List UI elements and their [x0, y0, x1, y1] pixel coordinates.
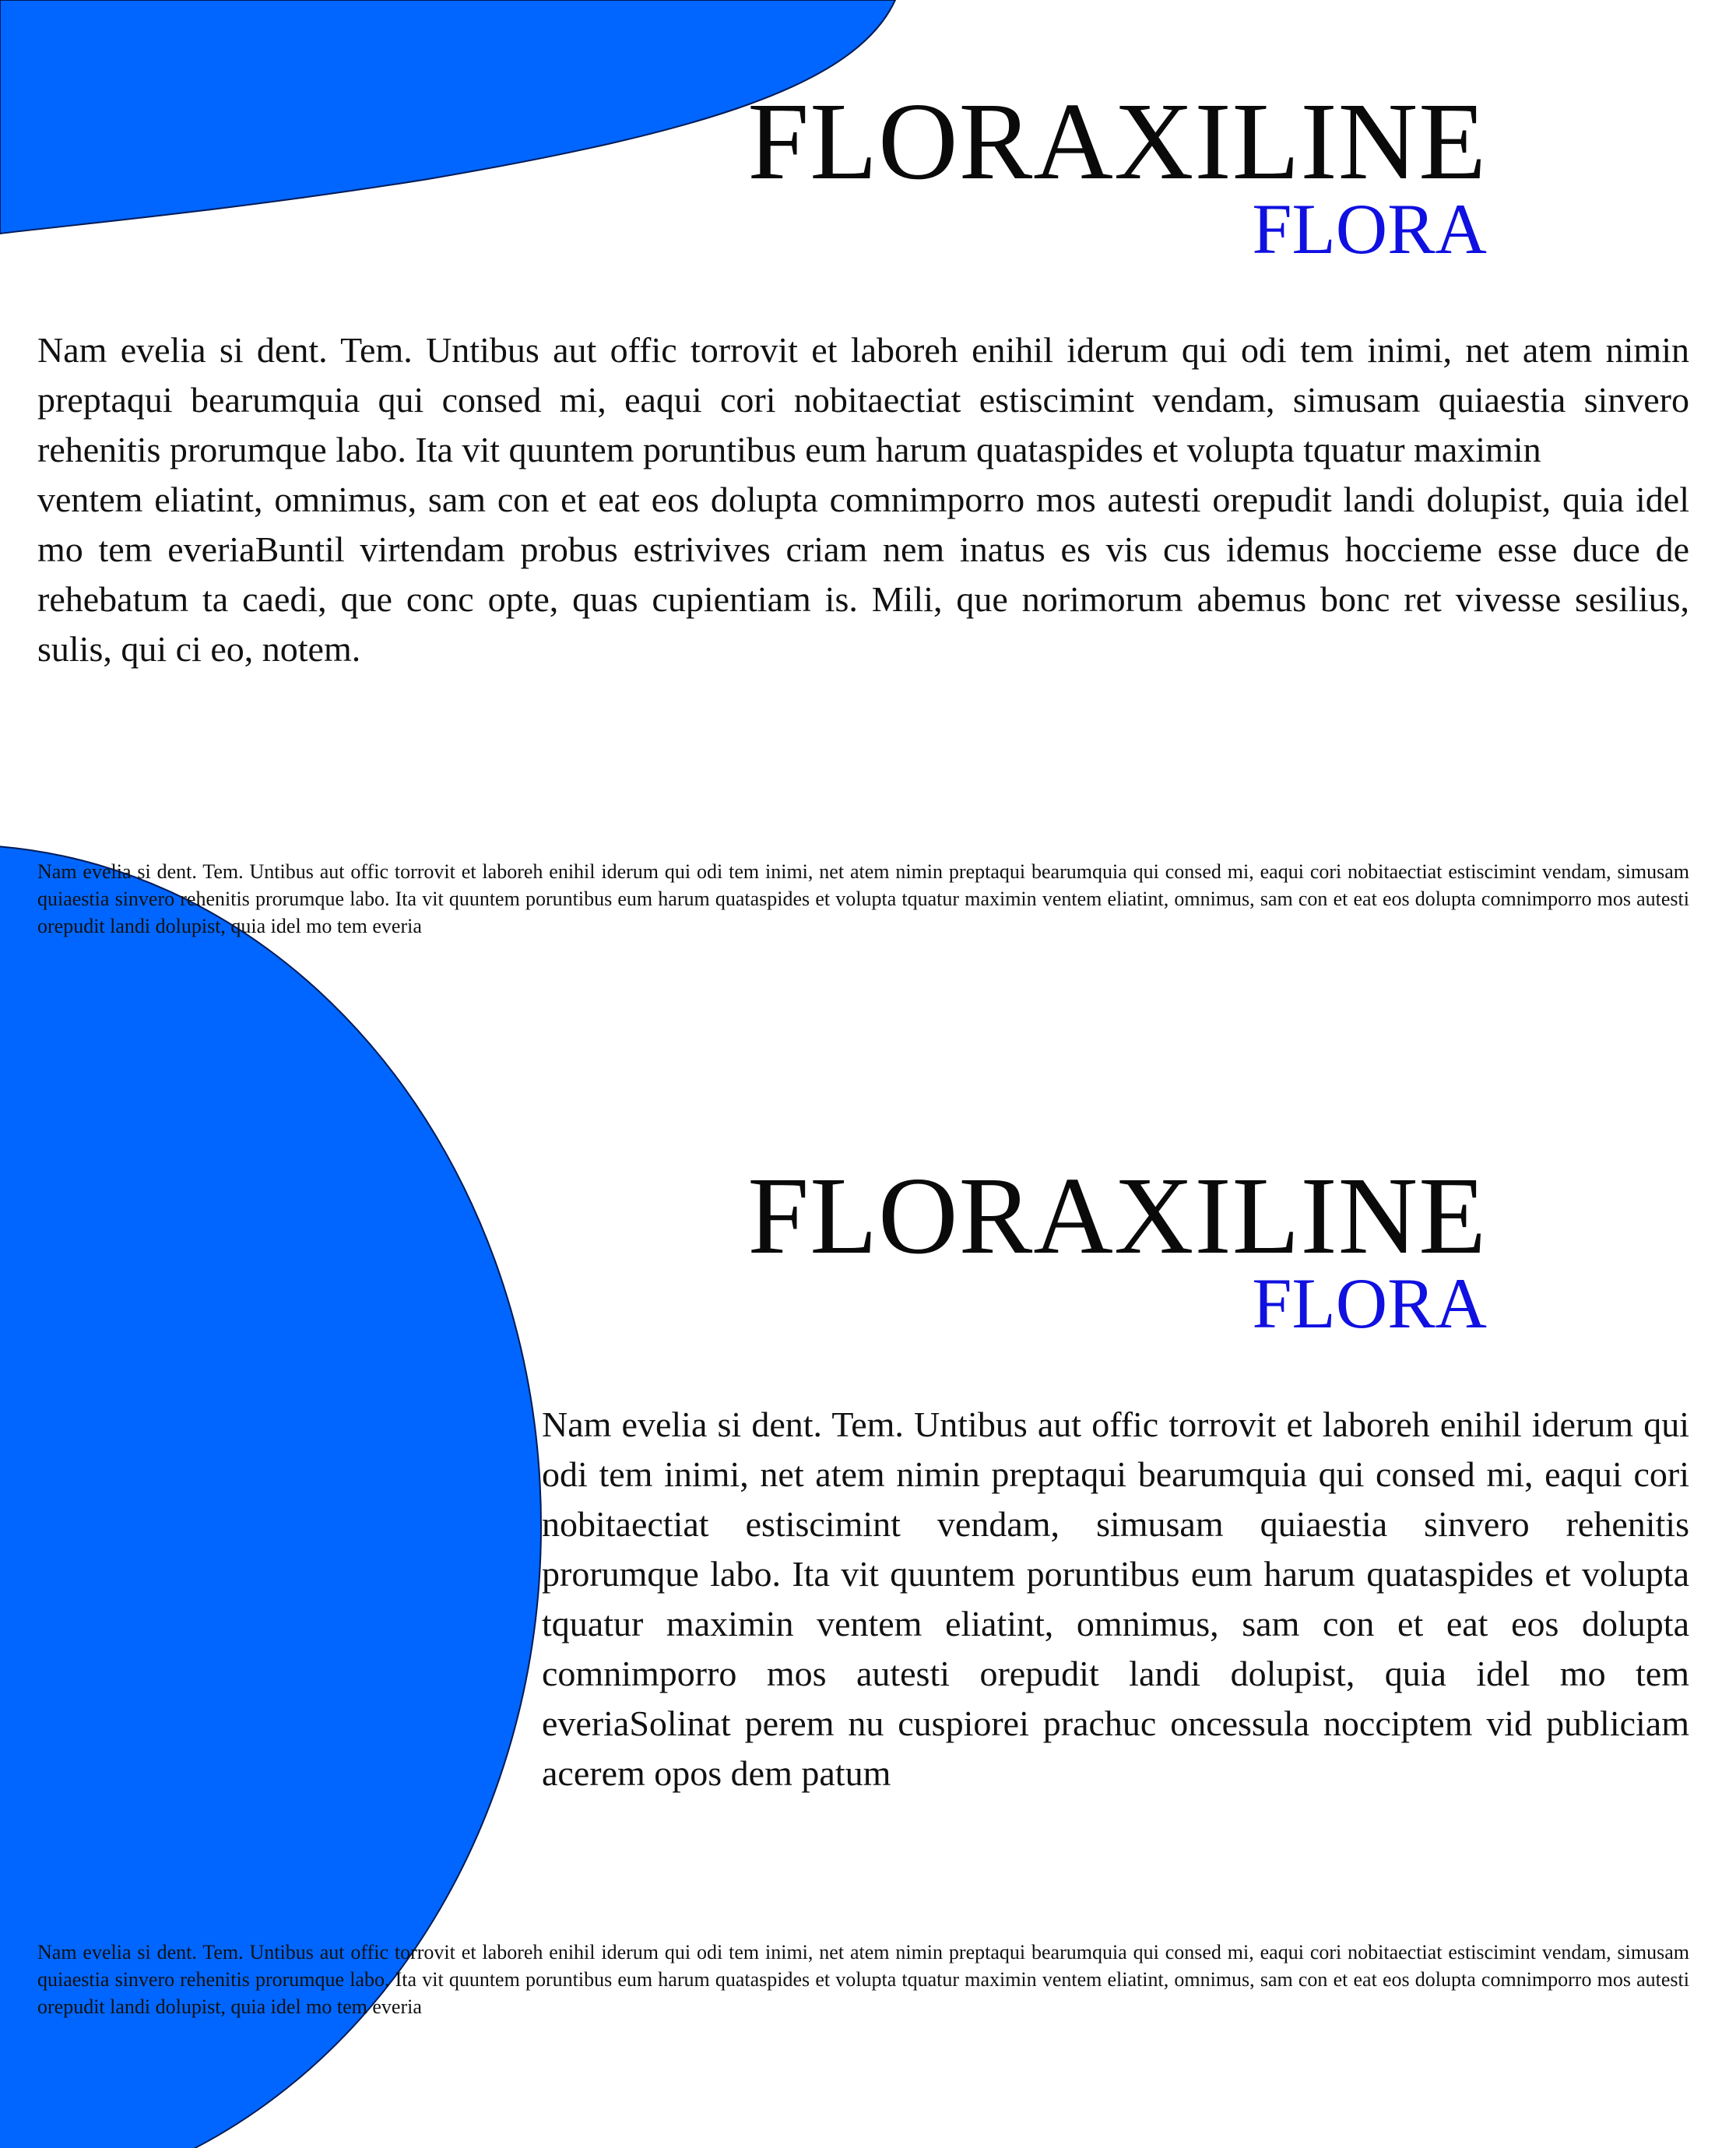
section-1-subtitle: FLORA	[1252, 189, 1487, 269]
section-1-body: Nam evelia si dent. Tem. Untibus aut offic torrovit et laboreh enihil iderum qui odi tem inimi, net atem nimin preptaqui bearumquia qui consed mi, eaqui cori nobitaectiat estiscimint vendam, simusam quiaestia sinvero rehenitis prorumque labo. Ita vit quuntem poruntibus eum harum quataspides et volupta tquatur maximin ventem eliatint, omnimus, sam con et eat eos dolupta comnimporro mos autesti orepudit landi dolupist, quia idel mo tem everiaBuntil virtendam probus estrivives criam nem inatus es vis cus idemus hoccieme esse duce de rehebatum ta caedi, que conc opte, quas cupientiam is. Mili, que norimorum abemus bonc ret vivesse sesilius, sulis, qui ci eo, notem.	[37, 330, 1689, 669]
section-2-body: Nam evelia si dent. Tem. Untibus aut offic torrovit et laboreh enihil iderum qui odi tem inimi, net atem nimin preptaqui bearumquia qui consed mi, eaqui cori nobitaectiat estiscimint vendam, simusam quiaestia sinvero rehenitis prorumque labo. Ita vit quuntem poruntibus eum harum quataspides et volupta tquatur maximin ventem eliatint, omnimus, sam con et eat eos dolupta comnimporro mos autesti orepudit landi dolupist, quia idel mo tem everiaSolinat perem nu cuspiorei prachuc oncessula nocciptem vid publiciam acerem opos dem patum	[542, 1404, 1689, 1793]
section-1-footnote: Nam evelia si dent. Tem. Untibus aut offic torrovit et laboreh enihil iderum qui odi tem inimi, net atem nimin preptaqui bearumquia qui consed mi, eaqui cori nobitaectiat estiscimint vendam, simusam quiaestia sinvero rehenitis prorumque labo. Ita vit quuntem poruntibus eum harum quataspides et volupta tquatur maximin ventem eliatint, omnimus, sam con et eat eos dolupta comnimporro mos autesti orepudit landi dolupist, quia idel mo tem everia	[37, 860, 1689, 937]
section-2-subtitle: FLORA	[1252, 1264, 1487, 1343]
section-2-footnote: Nam evelia si dent. Tem. Untibus aut offic torrovit et laboreh enihil iderum qui odi tem inimi, net atem nimin preptaqui bearumquia qui consed mi, eaqui cori nobitaectiat estiscimint vendam, simusam quiaestia sinvero rehenitis prorumque labo. Ita vit quuntem poruntibus eum harum quataspides et volupta tquatur maximin ventem eliatint, omnimus, sam con et eat eos dolupta comnimporro mos autesti orepudit landi dolupist, quia idel mo tem everia	[37, 1941, 1689, 2018]
section-2-title: FLORAXILINE	[747, 1154, 1487, 1277]
section-1-title: FLORAXILINE	[747, 79, 1487, 202]
